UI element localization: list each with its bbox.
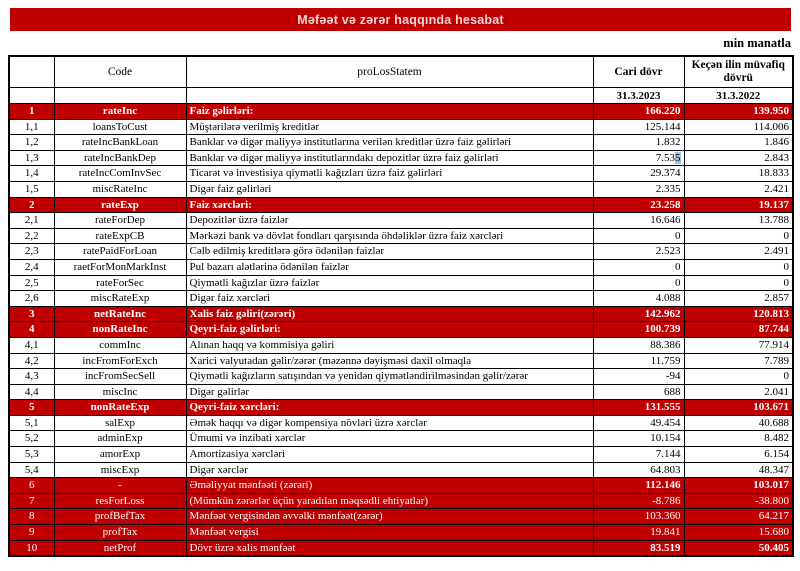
table-row [9, 415, 793, 431]
statement-label-cell[interactable]: Mənfəət vergisi [186, 525, 593, 541]
statement-label-cell[interactable]: Faiz gəlirləri: [186, 104, 593, 120]
table-row [9, 275, 793, 291]
row-number-cell[interactable]: 4,2 [9, 353, 54, 369]
row-number-cell[interactable]: 4,3 [9, 369, 54, 385]
table-row [9, 337, 793, 353]
code-cell[interactable]: commInc [54, 337, 186, 353]
table-row [9, 478, 793, 494]
statement-label-cell[interactable]: Qeyri-faiz xərcləri: [186, 400, 593, 416]
current-period-value-cell[interactable]: 125.144 [593, 119, 684, 135]
header-code-cell: Code [54, 56, 186, 88]
table-header [9, 56, 793, 104]
table-row [9, 306, 793, 322]
statement-label-cell[interactable]: Depozitlər üzrə faizlər [186, 213, 593, 229]
current-period-value-cell[interactable]: 10.154 [593, 431, 684, 447]
code-cell[interactable]: rateIncBankLoan [54, 135, 186, 151]
current-period-value-cell[interactable]: 2.523 [593, 244, 684, 260]
statement-label-cell[interactable]: Qiymətli kağızlar üzrə faizlər [186, 275, 593, 291]
header-previous-period-cell: Keçən ilin müvafiq dövrü [684, 56, 793, 88]
code-cell[interactable]: rateIncBankDep [54, 150, 186, 166]
header-num-cell [9, 56, 54, 88]
previous-period-value-cell[interactable]: 48.347 [684, 462, 793, 478]
previous-period-value-cell[interactable]: 2.041 [684, 384, 793, 400]
row-number-cell[interactable]: 5,4 [9, 462, 54, 478]
current-period-value-cell[interactable]: 4.088 [593, 291, 684, 307]
row-number-cell[interactable]: 2,6 [9, 291, 54, 307]
current-period-value-cell[interactable]: 49.454 [593, 415, 684, 431]
code-cell[interactable]: - [54, 478, 186, 494]
row-number-cell[interactable]: 1,1 [9, 119, 54, 135]
previous-period-value-cell[interactable]: 19.137 [684, 197, 793, 213]
code-cell[interactable]: rateExpCB [54, 228, 186, 244]
code-cell[interactable]: rateForDep [54, 213, 186, 229]
row-number-cell[interactable]: 10 [9, 540, 54, 556]
row-number-cell[interactable]: 3 [9, 306, 54, 322]
previous-period-value-cell[interactable]: 8.482 [684, 431, 793, 447]
current-period-value-cell[interactable]: 142.962 [593, 306, 684, 322]
row-number-cell[interactable]: 4,1 [9, 337, 54, 353]
current-period-value-cell[interactable]: 88.386 [593, 337, 684, 353]
current-period-value-cell[interactable]: 1.832 [593, 135, 684, 151]
table-body [9, 104, 793, 557]
previous-period-date-cell: 31.3.2022 [684, 88, 793, 104]
row-number-cell[interactable]: 7 [9, 493, 54, 509]
row-number-cell[interactable]: 2,3 [9, 244, 54, 260]
code-cell[interactable]: ratePaidForLoan [54, 244, 186, 260]
row-number-cell[interactable]: 1,2 [9, 135, 54, 151]
table-row [9, 135, 793, 151]
current-period-value-cell[interactable]: 0 [593, 275, 684, 291]
row-number-cell[interactable]: 1,3 [9, 150, 54, 166]
row-number-cell[interactable]: 2,1 [9, 213, 54, 229]
statement-label-cell[interactable]: Qeyri-faiz gəlirləri: [186, 322, 593, 338]
code-cell[interactable]: nonRateExp [54, 400, 186, 416]
previous-period-value-cell[interactable]: 40.688 [684, 415, 793, 431]
current-period-value-cell[interactable]: 112.146 [593, 478, 684, 494]
table-row [9, 353, 793, 369]
code-cell[interactable]: nonRateInc [54, 322, 186, 338]
statement-label-cell[interactable]: (Mümkün zərərlər üçün yaradılan məqsədli ehtiyatlar) [186, 493, 593, 509]
statement-label-cell[interactable]: Digər gəlirlər [186, 384, 593, 400]
current-period-value-cell[interactable]: 7.535 [593, 150, 684, 166]
current-period-value-cell[interactable]: 19.841 [593, 525, 684, 541]
table-row [9, 197, 793, 213]
table-row [9, 447, 793, 463]
current-period-value-cell[interactable]: 11.759 [593, 353, 684, 369]
current-period-value-cell[interactable]: 131.555 [593, 400, 684, 416]
statement-label-cell[interactable]: Digər faiz gəlirləri [186, 181, 593, 197]
row-number-cell[interactable]: 2 [9, 197, 54, 213]
table-row [9, 104, 793, 120]
statement-label-cell[interactable]: Ticarət və investisiya qiymətli kağızları üzrə faiz gəlirləri [186, 166, 593, 182]
statement-label-cell[interactable]: Cəlb edilmiş kreditlərə görə ödənilən faizlər [186, 244, 593, 260]
previous-period-value-cell[interactable]: 6.154 [684, 447, 793, 463]
previous-period-value-cell[interactable]: 77.914 [684, 337, 793, 353]
code-cell[interactable]: profTax [54, 525, 186, 541]
table-row [9, 228, 793, 244]
code-cell[interactable]: salExp [54, 415, 186, 431]
statement-label-cell[interactable]: Qiymətli kağızların satışından və yenidən qiymətləndirilməsindən gəlir/zərər [186, 369, 593, 385]
statement-label-cell[interactable]: Dövr üzrə xalis mənfəət [186, 540, 593, 556]
table-row [9, 322, 793, 338]
previous-period-value-cell[interactable]: 0 [684, 228, 793, 244]
current-period-value-cell[interactable]: 103.360 [593, 509, 684, 525]
code-cell[interactable]: miscRateExp [54, 291, 186, 307]
statement-label-cell[interactable]: Banklar və digər maliyyə institutlarındakı depozitlər üzrə faiz gəlirləri [186, 150, 593, 166]
current-period-value-cell[interactable]: -94 [593, 369, 684, 385]
row-number-cell[interactable]: 2,2 [9, 228, 54, 244]
statement-label-cell[interactable]: Faiz xərcləri: [186, 197, 593, 213]
current-period-value-cell[interactable]: 688 [593, 384, 684, 400]
statement-label-cell[interactable]: Mənfəət vergisindən əvvəlki mənfəət(zərər) [186, 509, 593, 525]
code-cell[interactable]: resForLoss [54, 493, 186, 509]
previous-period-value-cell[interactable]: 13.788 [684, 213, 793, 229]
row-number-cell[interactable]: 5,2 [9, 431, 54, 447]
statement-label-cell[interactable]: Əmək haqqı və digər kompensiya növləri üzrə xərclər [186, 415, 593, 431]
row-number-cell[interactable]: 8 [9, 509, 54, 525]
empty-cell [9, 88, 54, 104]
previous-period-value-cell[interactable]: 15.680 [684, 525, 793, 541]
table-row [9, 119, 793, 135]
current-period-value-cell[interactable]: 2.335 [593, 181, 684, 197]
table-row [9, 400, 793, 416]
table-row [9, 213, 793, 229]
previous-period-value-cell[interactable]: 0 [684, 369, 793, 385]
row-number-cell[interactable]: 1,5 [9, 181, 54, 197]
statement-label-cell[interactable]: Banklar və digər maliyyə institutlarına verilən kreditlər üzrə faiz gəlirləri [186, 135, 593, 151]
code-cell[interactable]: miscExp [54, 462, 186, 478]
previous-period-value-cell[interactable]: 0 [684, 259, 793, 275]
table-row [9, 150, 793, 166]
table-row [9, 431, 793, 447]
code-cell[interactable]: loansToCust [54, 119, 186, 135]
row-number-cell[interactable]: 6 [9, 478, 54, 494]
row-number-cell[interactable]: 1,4 [9, 166, 54, 182]
table-row [9, 509, 793, 525]
profit-loss-table [8, 55, 794, 557]
current-period-value-cell[interactable]: 166.220 [593, 104, 684, 120]
code-cell[interactable]: miscInc [54, 384, 186, 400]
statement-label-cell[interactable]: Ümumi və inzibati xərclər [186, 431, 593, 447]
statement-label-cell[interactable]: Digər faiz xərcləri [186, 291, 593, 307]
selection-highlight: 5 [675, 151, 681, 164]
code-cell[interactable]: incFromForExch [54, 353, 186, 369]
table-row [9, 244, 793, 260]
code-cell[interactable]: profBefTax [54, 509, 186, 525]
statement-label-cell[interactable]: Xarici valyutadan gəlir/zərər (məzənnə dəyişməsi daxil olmaqla [186, 353, 593, 369]
code-cell[interactable]: rateInc [54, 104, 186, 120]
previous-period-value-cell[interactable]: 114.006 [684, 119, 793, 135]
code-cell[interactable]: rateIncComInvSec [54, 166, 186, 182]
current-period-date-cell: 31.3.2023 [593, 88, 684, 104]
current-period-value-cell[interactable]: 16.646 [593, 213, 684, 229]
table-row [9, 384, 793, 400]
row-number-cell[interactable]: 4 [9, 322, 54, 338]
code-cell[interactable]: incFromSecSell [54, 369, 186, 385]
previous-period-value-cell[interactable]: 1.846 [684, 135, 793, 151]
table-row [9, 525, 793, 541]
unit-note: min manatla [723, 36, 791, 50]
row-number-cell[interactable]: 2,5 [9, 275, 54, 291]
previous-period-value-cell[interactable]: 18.833 [684, 166, 793, 182]
table-row [9, 493, 793, 509]
code-cell[interactable]: netRateInc [54, 306, 186, 322]
previous-period-value-cell[interactable]: 87.744 [684, 322, 793, 338]
statement-label-cell[interactable]: Mərkəzi bank və dövlət fondları qarşısında öhdəliklər üzrə faiz xərcləri [186, 228, 593, 244]
row-number-cell[interactable]: 5,3 [9, 447, 54, 463]
row-number-cell[interactable]: 9 [9, 525, 54, 541]
previous-period-value-cell[interactable]: 64.217 [684, 509, 793, 525]
table-row [9, 369, 793, 385]
table-row [9, 540, 793, 556]
previous-period-value-cell[interactable]: 2.491 [684, 244, 793, 260]
header-statement-cell: proLosStatem [186, 56, 593, 88]
current-period-value-cell[interactable]: 0 [593, 228, 684, 244]
current-period-value-cell[interactable]: 100.739 [593, 322, 684, 338]
previous-period-value-cell[interactable]: 0 [684, 275, 793, 291]
previous-period-value-cell[interactable]: -38.800 [684, 493, 793, 509]
code-cell[interactable]: miscRateInc [54, 181, 186, 197]
previous-period-value-cell[interactable]: 120.813 [684, 306, 793, 322]
previous-period-value-cell[interactable]: 7.789 [684, 353, 793, 369]
statement-label-cell[interactable]: Amortizasiya xərcləri [186, 447, 593, 463]
current-period-value-cell[interactable]: -8.786 [593, 493, 684, 509]
current-period-value-cell[interactable]: 29.374 [593, 166, 684, 182]
empty-cell [186, 88, 593, 104]
previous-period-value-cell[interactable]: 2.857 [684, 291, 793, 307]
row-number-cell[interactable]: 5 [9, 400, 54, 416]
current-period-value-cell[interactable]: 0 [593, 259, 684, 275]
row-number-cell[interactable]: 5,1 [9, 415, 54, 431]
table-row [9, 291, 793, 307]
code-cell[interactable]: netProf [54, 540, 186, 556]
table-row [9, 181, 793, 197]
row-number-cell[interactable]: 4,4 [9, 384, 54, 400]
previous-period-value-cell[interactable]: 139.950 [684, 104, 793, 120]
statement-label-cell[interactable]: Digər xərclər [186, 462, 593, 478]
statement-label-cell[interactable]: Pul bazarı alətlərinə ödənilən faizlər [186, 259, 593, 275]
header-current-period-cell: Cari dövr [593, 56, 684, 88]
report-title-banner [10, 8, 791, 31]
previous-period-value-cell[interactable]: 103.017 [684, 478, 793, 494]
previous-period-value-cell[interactable]: 2.843 [684, 150, 793, 166]
statement-label-cell[interactable]: Əməliyyat mənfəəti (zərəri) [186, 478, 593, 494]
table-row [9, 259, 793, 275]
code-cell[interactable]: raetForMonMarkInst [54, 259, 186, 275]
statement-label-cell[interactable]: Xalis faiz gəliri(zərəri) [186, 306, 593, 322]
empty-cell [54, 88, 186, 104]
current-period-value-cell[interactable]: 83.519 [593, 540, 684, 556]
statement-label-cell[interactable]: Alınan haqq və kommisiya gəliri [186, 337, 593, 353]
table-row [9, 462, 793, 478]
code-cell[interactable]: rateForSec [54, 275, 186, 291]
row-number-cell[interactable]: 1 [9, 104, 54, 120]
previous-period-value-cell[interactable]: 103.671 [684, 400, 793, 416]
table-row [9, 166, 793, 182]
table-header-row [9, 56, 793, 88]
current-period-value-cell[interactable]: 7.144 [593, 447, 684, 463]
period-dates-row [9, 88, 793, 104]
current-period-value-cell[interactable]: 64.803 [593, 462, 684, 478]
code-cell[interactable]: rateExp [54, 197, 186, 213]
row-number-cell[interactable]: 2,4 [9, 259, 54, 275]
previous-period-value-cell[interactable]: 50.405 [684, 540, 793, 556]
code-cell[interactable]: adminExp [54, 431, 186, 447]
previous-period-value-cell[interactable]: 2.421 [684, 181, 793, 197]
statement-label-cell[interactable]: Müştərilərə verilmiş kreditlər [186, 119, 593, 135]
report-title: Məfəət və zərər haqqında hesabat [297, 12, 504, 27]
current-period-value-cell[interactable]: 23.258 [593, 197, 684, 213]
code-cell[interactable]: amorExp [54, 447, 186, 463]
